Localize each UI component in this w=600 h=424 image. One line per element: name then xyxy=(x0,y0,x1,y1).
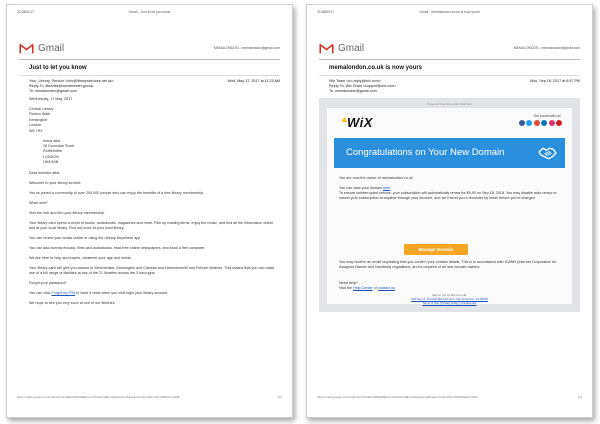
address-line: 28 Dunnolan Road xyxy=(43,144,74,149)
linkedin-icon[interactable] xyxy=(541,120,547,126)
address-line: Rotherhithe xyxy=(43,149,63,154)
text: or xyxy=(372,286,379,290)
account-label: MEMALONDON - memalondon@gmail.com xyxy=(213,46,280,50)
paragraph: Visit the hub and find your library membership. xyxy=(29,210,105,215)
wix-email-frame xyxy=(319,98,580,312)
print-title: Gmail - memalondon.co.uk is now yours xyxy=(419,10,480,14)
help-title: Need help? xyxy=(339,281,358,285)
wix-logo-accent-icon: ▲ xyxy=(340,114,350,124)
pinterest-icon[interactable] xyxy=(556,120,562,126)
footer-url: https://mail.google.com/mail/u/1/?ui=2&ik=0f0d0f8&jsver=h6xdHm0ByAHw&view=pt&search=inbox&th=15e9d3a2b71f5e1 xyxy=(317,395,479,399)
page-number: 1/1 xyxy=(277,395,282,399)
print-footer xyxy=(17,395,282,399)
owner-line: You are now the owner of memalondon.co.uk. xyxy=(339,176,414,180)
gmail-m-logo-icon xyxy=(319,43,334,54)
paragraph: Your library card will give you access to Westminster, Kensington and Chelsea and Hammersmith and Fulham libraries. This means that you can make use of a full range of facilities at any of the 21 libraries across the 3 boroughs. xyxy=(29,266,275,276)
paragraph xyxy=(339,186,564,201)
sent-date: Mon, Sep 18, 2017 at 6:57 PM xyxy=(529,79,580,83)
handshake-icon xyxy=(538,144,557,162)
address-line: W8 7RX xyxy=(29,128,43,133)
gmail-wordmark: Gmail xyxy=(38,43,65,54)
wix-logo-text: WiX xyxy=(347,115,373,130)
recipient: To: memalondon@gmail.com xyxy=(29,89,77,93)
google-plus-icon[interactable] xyxy=(534,120,540,126)
reply-to: Reply-To: libraries@westminster.gov.uk xyxy=(29,84,94,88)
print-date: 21/08/2017 xyxy=(317,10,334,14)
header-divider xyxy=(319,59,580,60)
wix-logo xyxy=(340,114,373,130)
account-label: MEMALONDON - memalondon@gmail.com xyxy=(513,46,580,50)
reply-to: Reply-To: Wix Team <support@wix.com> xyxy=(329,84,397,88)
letter-date: Wednesday, 17 May, 2017 xyxy=(29,97,73,101)
wix-footer xyxy=(327,294,572,305)
contact-notice xyxy=(339,260,564,275)
gmail-m-logo-icon xyxy=(19,43,34,54)
facebook-icon[interactable] xyxy=(519,120,525,126)
email-subject: memalondon.co.uk is now yours xyxy=(329,65,423,71)
paragraph: You can also borrow ebooks, films and audiobooks, read free online newspapers, and book a free computer. xyxy=(29,246,206,251)
footer-line: Sent to you by Wix.com Ltd. xyxy=(432,293,467,297)
sent-date: Wed, May 17, 2017 at 11:25 AM xyxy=(227,79,280,83)
twitter-icon[interactable] xyxy=(526,120,532,126)
printed-email-page-library xyxy=(6,4,293,418)
header-divider xyxy=(19,59,280,60)
gmail-header xyxy=(319,43,580,57)
print-footer xyxy=(317,395,582,399)
banner-title: Congratulations on Your New Domain xyxy=(346,147,505,158)
recipient: To: memalondon@gmail.com xyxy=(329,89,377,93)
wix-email-card xyxy=(327,108,572,304)
social-label: Get social with us! xyxy=(533,114,561,118)
address-line: Central Library xyxy=(29,107,54,111)
address-line: LONDON xyxy=(43,154,59,159)
forgot-pin-link[interactable]: Forgot my PIN xyxy=(51,291,76,296)
view-domain-link[interactable]: here xyxy=(382,186,391,190)
print-date: 21/08/2017 xyxy=(17,10,34,14)
help-section xyxy=(339,281,395,291)
text: Visit the xyxy=(339,286,354,290)
email-body xyxy=(29,97,279,311)
help-line xyxy=(339,286,395,291)
section-heading: What next? xyxy=(29,200,48,205)
renewal-text: To ensure uninterrupted service, your subscription will automatically renew for $9.90 on Sep 18, 2018. You may disable auto-renew or cancel your subscription at anytime through your account, and we'll send you a reminder by email before you're charged. xyxy=(339,191,557,200)
paragraph: You can renew your books online or using the Library Anywhere app. xyxy=(29,236,142,241)
social-icons xyxy=(519,120,563,126)
instagram-icon[interactable] xyxy=(549,120,555,126)
email-subject: Just to let you know xyxy=(29,65,87,71)
footer-links[interactable]: Terms of Use | Privacy Policy | Unsubscribe xyxy=(422,300,477,305)
address-line: Kensington xyxy=(29,117,48,122)
sender: Wix Team <no-reply@wix.com> xyxy=(329,79,381,83)
paragraph: Your library card opens a world of books, audiobooks, magazines and more. Pick up reading items, enjoy the music, and find all the information online and at your local library. Find out more at your local library. xyxy=(29,220,274,231)
sender-address xyxy=(29,107,279,134)
page-number: 1/1 xyxy=(577,395,582,399)
wix-email-body xyxy=(339,176,564,206)
paragraph xyxy=(29,291,279,296)
text: You can view your domain xyxy=(339,186,383,190)
view-in-browser-link[interactable]: If you can't see this email, click here xyxy=(427,102,472,106)
print-title: Gmail - Just to let you know xyxy=(128,10,171,14)
sender: Your_Library_Service <info@libraryservices.net.uk> xyxy=(29,79,114,83)
footer-url: https://mail.google.com/mail/u/1/?ui=2&ik=0f0d0f8&jsver=h6xdHm0ByAHw&view=pt&search=inbox&th=15c1582b7e1a2d4 xyxy=(17,395,180,399)
address-line: LWA 8XB xyxy=(43,160,59,165)
paragraph: You've joined a community of over 200,000 people who can enjoy the benefits of a free library membership. xyxy=(29,190,205,195)
address-line: Pimlico Walk xyxy=(29,112,50,117)
subject-divider xyxy=(319,75,580,76)
paragraph: You may receive an email requesting that you confirm your contact details. This is in accordance with ICANN (Internet Corporation for Assigned Names and Numbers) regulations, and is required of all new domain owners. xyxy=(339,260,557,269)
manage-domain-button[interactable]: Manage Domain xyxy=(404,244,468,255)
printed-email-page-wix xyxy=(306,4,593,418)
contact-us-link[interactable]: contact us xyxy=(378,286,395,290)
welcome-line: Welcome to your library service. xyxy=(29,180,82,185)
greeting: Dear memalo alba: xyxy=(29,170,61,175)
gmail-wordmark: Gmail xyxy=(338,43,365,54)
text: to have it reset when you next login your library account. xyxy=(75,291,169,296)
help-center-link[interactable]: Help Center xyxy=(353,286,373,290)
closing: We hope to see you very soon at one of our libraries. xyxy=(29,301,116,306)
address-line: London xyxy=(29,123,42,128)
text: You can click xyxy=(29,291,52,296)
recipient-address xyxy=(29,139,279,166)
gmail-header xyxy=(19,43,280,57)
subject-divider xyxy=(19,75,280,76)
address-line: mona alba xyxy=(43,138,61,143)
footer-address: 500 Terry A. Francois Blvd 6th floor, San Francisco, CA 94158 xyxy=(411,296,488,301)
paragraph: We are here to help and inspire, whatever your age and needs. xyxy=(29,256,133,261)
congratulations-banner xyxy=(334,138,565,168)
section-heading: Forgot your password? xyxy=(29,281,67,286)
